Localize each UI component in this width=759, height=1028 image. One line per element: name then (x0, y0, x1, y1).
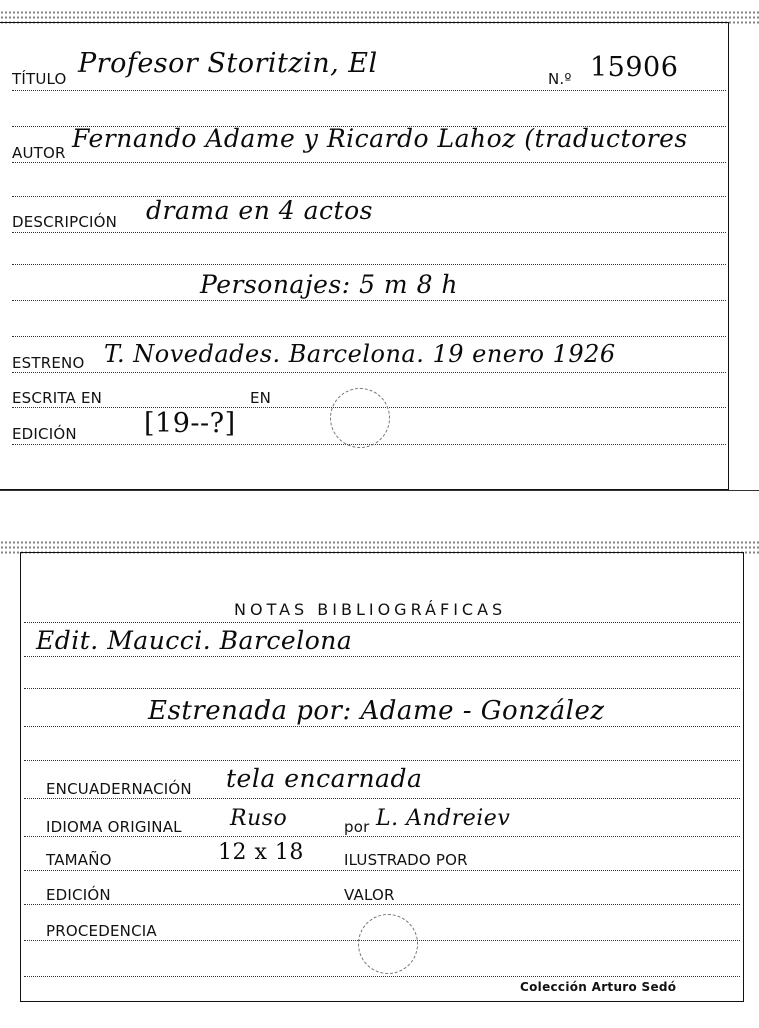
valor-label: VALOR (344, 886, 395, 904)
rule (24, 798, 740, 799)
rule (12, 264, 726, 265)
card-bottom-edge (0, 490, 759, 491)
note-line-1: Edit. Maucci. Barcelona (36, 626, 353, 655)
punch-hole (358, 914, 418, 974)
rule (24, 688, 740, 689)
idioma-value: Ruso (230, 806, 288, 831)
rule (12, 372, 726, 373)
rule (24, 870, 740, 871)
numero-label: N.º (548, 70, 572, 88)
rule (12, 336, 726, 337)
titulo-label: TÍTULO (12, 70, 67, 88)
rule (24, 622, 740, 623)
descripcion-value: drama en 4 actos (146, 196, 373, 225)
autor-label: AUTOR (12, 144, 66, 162)
punch-hole (330, 388, 390, 448)
rule (24, 976, 740, 977)
estreno-value: T. Novedades. Barcelona. 19 enero 1926 (104, 340, 616, 368)
ilustrado-label: ILUSTRADO POR (344, 851, 468, 869)
rule (12, 162, 726, 163)
rule (24, 836, 740, 837)
edicion-back-label: EDICIÓN (46, 886, 111, 904)
escrita-label: ESCRITA EN (12, 389, 103, 407)
catalog-card-back (0, 540, 759, 1028)
en-label: EN (250, 389, 272, 407)
rule (24, 760, 740, 761)
por-value: L. Andreiev (376, 806, 511, 831)
idioma-label: IDIOMA ORIGINAL (46, 818, 182, 836)
collection-footer: Colección Arturo Sedó (520, 980, 677, 994)
edicion-value: [19--?] (144, 408, 236, 439)
rule (12, 300, 726, 301)
numero-value: 15906 (590, 52, 679, 83)
catalog-card-front (0, 0, 759, 500)
descripcion-label: DESCRIPCIÓN (12, 213, 118, 231)
notas-bibliograficas-title: NOTAS BIBLIOGRÁFICAS (234, 600, 507, 619)
rule (24, 904, 740, 905)
rule (12, 232, 726, 233)
edicion-label: EDICIÓN (12, 425, 77, 443)
rule (12, 90, 726, 91)
encuadernacion-label: ENCUADERNACIÓN (46, 780, 192, 798)
tamano-value: 12 x 18 (218, 840, 304, 865)
rule (12, 126, 726, 127)
autor-value: Fernando Adame y Ricardo Lahoz (traductores (72, 124, 688, 153)
rule (24, 656, 740, 657)
estreno-label: ESTRENO (12, 354, 85, 372)
titulo-value: Profesor Storitzin, El (78, 48, 378, 79)
procedencia-label: PROCEDENCIA (46, 922, 157, 940)
por-label: por (344, 818, 370, 836)
personajes-value: Personajes: 5 m 8 h (200, 270, 459, 299)
rule (24, 726, 740, 727)
note-line-2: Estrenada por: Adame - González (148, 696, 605, 726)
encuadernacion-value: tela encarnada (226, 764, 423, 793)
tamano-label: TAMAÑO (46, 851, 112, 869)
